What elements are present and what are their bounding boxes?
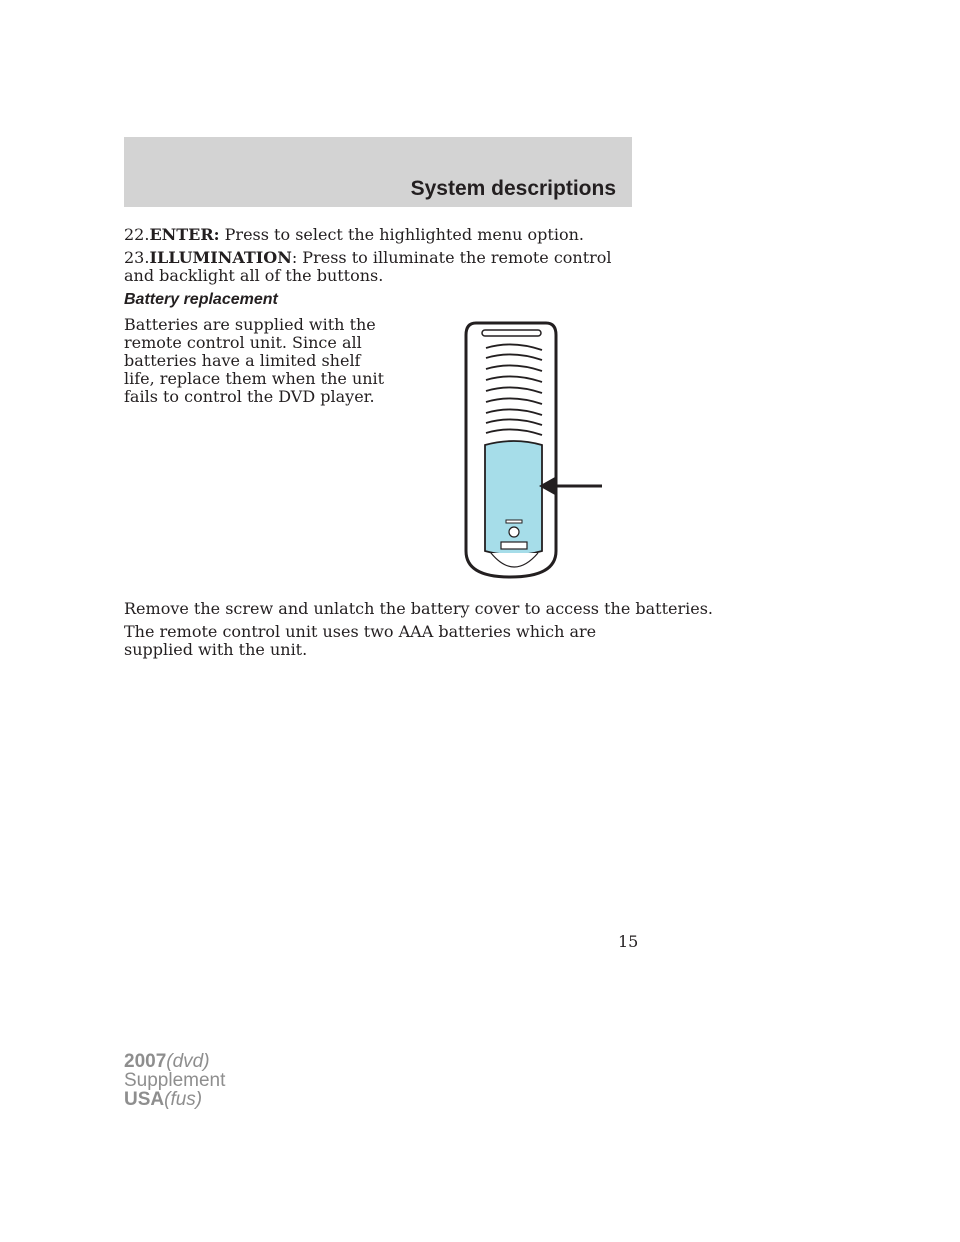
item-term: ILLUMINATION — [149, 248, 292, 267]
battery-instruction: Remove the screw and unlatch the battery cover to access the batteries. — [124, 599, 714, 618]
item-number: 22. — [124, 225, 150, 244]
item-22 — [124, 226, 584, 244]
item-23 — [124, 249, 624, 285]
page-number: 15 — [618, 932, 639, 951]
remote-control-illustration — [462, 319, 608, 581]
footer-line-2: Supplement — [124, 1070, 226, 1091]
footer-line-1 — [124, 1052, 225, 1071]
battery-replacement-heading: Battery replacement — [124, 291, 278, 308]
remote-control-back-icon — [462, 319, 608, 581]
footer-edition: (dvd) — [166, 1051, 210, 1072]
footer-year: 2007 — [124, 1051, 167, 1072]
item-text: Press to select the highlighted menu option. — [219, 225, 584, 244]
section-title: System descriptions — [410, 177, 616, 200]
item-number: 23. — [124, 248, 150, 267]
item-text: : Press to illuminate the remote control and backlight all of the buttons. — [124, 248, 612, 285]
section-header-band — [124, 137, 632, 207]
footer-market: USA — [124, 1089, 165, 1110]
footer-edition-info — [124, 1052, 225, 1109]
battery-note: The remote control unit uses two AAA batteries which are supplied with the unit. — [124, 622, 597, 659]
battery-intro-paragraph: Batteries are supplied with the remote control unit. Since all batteries have a limited shelf life, replace them when the unit fails to control the DVD player. — [124, 315, 385, 406]
item-term: ENTER: — [149, 225, 220, 244]
footer-line-3 — [124, 1090, 225, 1109]
footer-code: (fus) — [164, 1089, 203, 1110]
